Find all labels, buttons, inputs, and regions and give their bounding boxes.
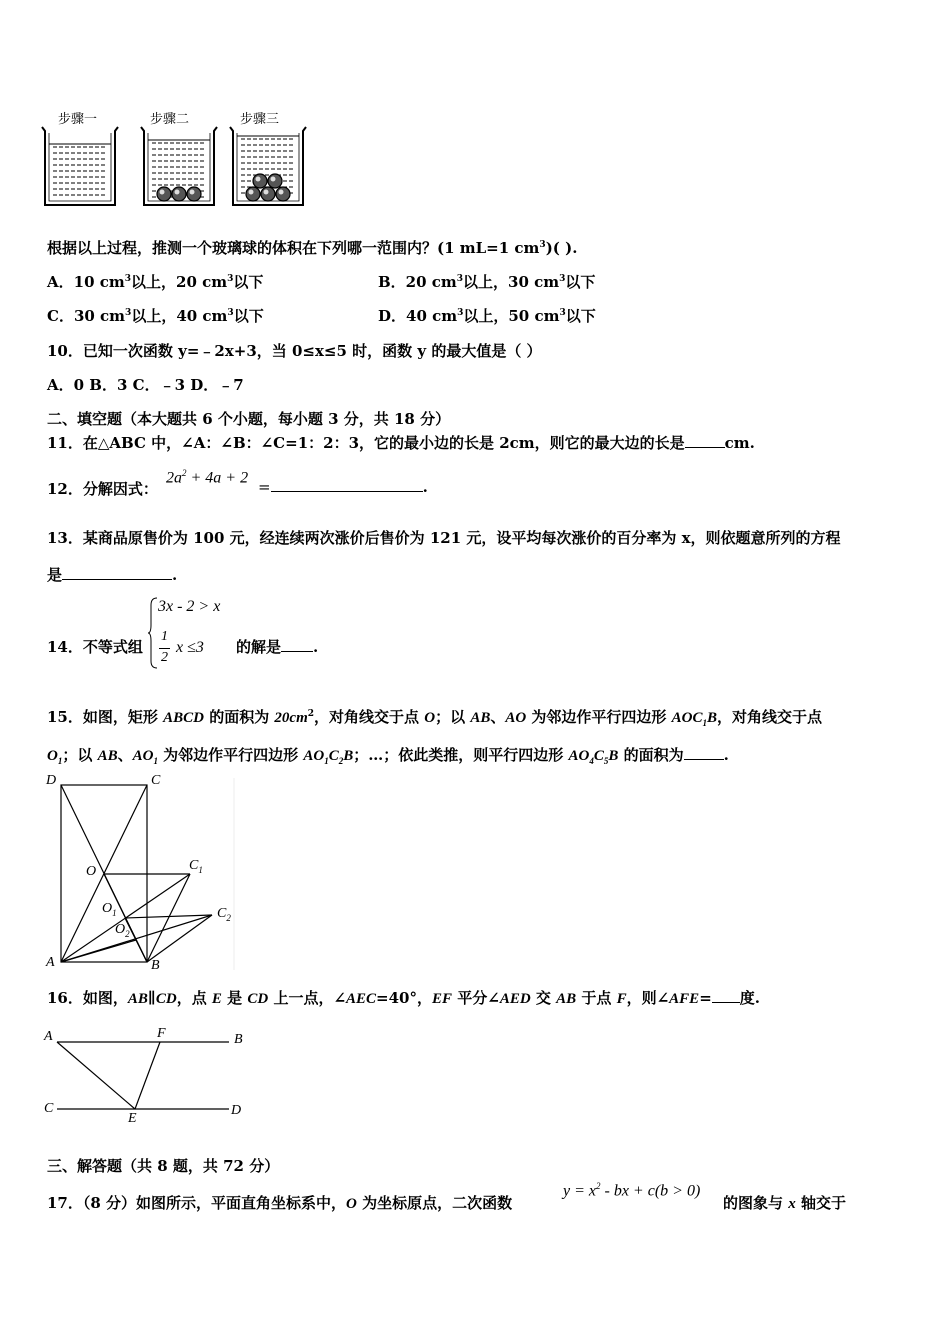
q14-frac-den: 2 — [161, 650, 168, 665]
label-o: O — [86, 864, 97, 879]
q15-line1: 15．如图，矩形 ABCD 的面积为 $20cm^2$，对角线交于点 O；以 AB、AO 为邻边作平行四边形 $AOC_1B$，对角线交于点 — [47, 708, 823, 728]
beaker-label-1: 步骤一 — [58, 112, 98, 127]
q13-line1: 13．某商品原售价为 100 元，经连续两次涨价后售价为 121 元，设平均每次涨价的百分率为 x，则依题意所列的方程 — [47, 529, 841, 547]
q12: 12．分解因式： — [47, 480, 158, 498]
q11: 11．在△ABC 中，∠A：∠B：∠C=1：2：3，它的最小边的长是 2cm，则它的最大边的长是 cm. — [47, 434, 755, 452]
label-c: C — [44, 1101, 54, 1116]
q14-label: 14．不等式组 — [47, 638, 143, 656]
q14-frac-num: 1 — [161, 629, 168, 644]
beaker-label-3: 步骤三 — [240, 112, 280, 127]
segment-ae — [57, 1042, 135, 1109]
label-c: C — [151, 773, 161, 788]
section-3-heading: 三、解答题（共 8 题，共 72 分） — [47, 1157, 280, 1175]
label-f: F — [157, 1026, 166, 1041]
q9-option-a: A．10 $cm^3$以上，20 $cm^3$以下 — [47, 273, 264, 291]
q9-option-c: C．30 $cm^3$以上，40 $cm^3$以下 — [47, 307, 264, 325]
q17-stem-end: 的图象与 x 轴交于 — [723, 1194, 846, 1212]
q17-stem: 17．（8 分）如图所示，平面直角坐标系中，O 为坐标原点，二次函数 — [47, 1194, 513, 1212]
q12-answer: = . — [258, 478, 428, 496]
label-c1: $C_1$ — [189, 858, 203, 875]
q12-expression: $2a^2 + 4a + 2$ — [166, 468, 249, 487]
label-b: B — [151, 958, 160, 973]
q9-option-d: D．40 $cm^3$以上，50 $cm^3$以下 — [378, 307, 596, 325]
beaker-label-2: 步骤二 — [150, 112, 190, 127]
q17-expression: $y = x^2$ - bx + c(b > 0) — [563, 1181, 701, 1200]
label-o1: $O_1$ — [102, 901, 117, 918]
label-a: A — [44, 1029, 53, 1044]
q9-stem: 根据以上过程，推测一个玻璃球的体积在下列哪一范围内？(1 mL=1 $cm^3$)( ). — [47, 239, 578, 257]
segment-fe — [135, 1042, 160, 1109]
label-d: D — [46, 773, 57, 788]
label-c2: $C_2$ — [217, 906, 231, 923]
label-e: E — [128, 1111, 137, 1126]
q10-options: A．0 B．3 C．﹣3 D．﹣7 — [47, 376, 244, 394]
label-o2: $O_2$ — [115, 922, 130, 939]
q14-end: 的解是 . — [236, 638, 319, 656]
label-b: B — [234, 1032, 243, 1047]
q14-inequality-2: x ≤3 — [176, 639, 204, 656]
q14-inequality-1: 3x - 2 > x — [158, 598, 221, 615]
q15-line2: $O_1$；以 AB、$AO_1$ 为邻边作平行四边形 $AO_1C_2B$；…；依此类推，则平行四边形 $AO_4C_5B$ 的面积为 . — [47, 746, 729, 766]
q10-stem: 10．已知一次函数 y=﹣2x+3，当 0≤x≤5 时，函数 y 的最大值是（ ） — [47, 342, 542, 360]
q9-option-b: B．20 $cm^3$以上，30 $cm^3$以下 — [378, 273, 596, 291]
q13-line2: 是 . — [47, 566, 178, 584]
section-2-heading: 二、填空题（本大题共 6 个小题，每小题 3 分，共 18 分） — [47, 410, 451, 428]
label-d: D — [231, 1103, 242, 1118]
q16-stem: 16．如图，AB∥CD，点 E 是 CD 上一点，∠AEC=40°，EF 平分∠AED 交 AB 于点 F，则∠AFE= 度. — [47, 989, 760, 1007]
label-a: A — [46, 955, 55, 970]
